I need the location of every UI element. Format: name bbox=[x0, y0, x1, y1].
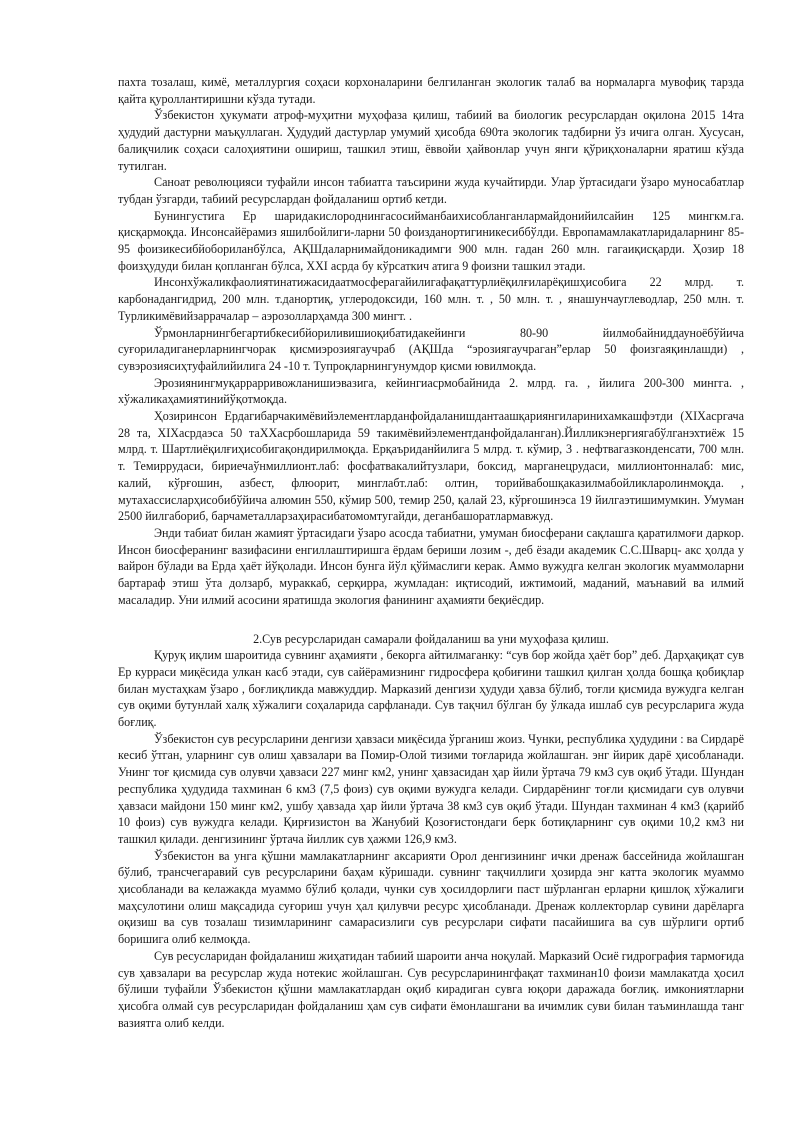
paragraph: Қуруқ иқлим шароитида сувнинг аҳамияти , бекорга айтилмаганку: “сув бор жойда ҳаёт бор” деб. Дарҳақиқат сув Ер курраси миқёсида улкан касб этади, сув сайёрамизнинг гидросфера қобиғини ташкил қилган ҳолда бошқа қобиқлар билан мустаҳкам ўзаро , боғлиқликда мавжуддир. Марказий денгизи ҳудуди ҳавза бўлиб, тоғли қисмида вужудга келган сув оқими бутунлай халқ хўжалиги соҳаларида сарфланади. Сув тақчил бўлган бу ўлкада ишлаб сув ресурсларига жуда боғлиқ. bbox=[118, 648, 744, 730]
paragraph: пахта тозалаш, кимё, металлургия соҳаси корхоналарини белгиланган экологик талаб ва нормаларга мувофиқ тарзда қайта қуроллантиришни кўзда тутади. bbox=[118, 75, 744, 106]
section-heading: 2.Сув ресурсларидан самарали фойдаланиш ва уни муҳофаза қилиш. bbox=[253, 631, 609, 646]
paragraph: Ўзбекистон ва унга қўшни мамлакатларнинг аксарияти Орол денгизининг ички дренаж бассейнида жойлашган бўлиб, трансчегаравий сув ресурсларини баҳам кўришади. сувнинг тақчиллиги ҳозирда энг катта экологик муаммо ҳисобланади ва келажакда муаммо бўлиб қолади, чунки сув ҳосилдорлиги паст шўрланган ерларни қишлоқ хўжалиги маҳсулотини олиш мақсадида суғориш учун ҳал қилувчи ресурс ҳисобланади. Дренаж коллекторлар сувини дарёларга оқизиш ва сув тозалаш тизимларининг самарасизлиги сув ресурслари сифати пасайишига ва сув шўрлиги ортиб боришига олиб келмоқда. bbox=[118, 848, 744, 947]
paragraph: Ўзбекистон сув ресурсларини денгизи ҳавзаси миқёсида ўрганиш жоиз. Чунки, республика ҳудудини : ва Сирдарё кесиб ўтган, уларнинг сув олиш ҳавзалари ва Помир-Олой тизими тоғларида жойлашган. энг йирик дарё ҳисобланади. Унинг тоғ қисмида сув олувчи ҳавзаси 227 минг км2, унинг ҳавзасидан ҳар йили ўртача 79 км3 сув оқиб ўтади. Шундан республика ҳудудида тахминан 6 км3 (7,5 фоиз) сув оқими вужудга келади. Сирдарёнинг тоғли қисмидаги сув олувчи ҳавзаси майдони 150 минг км2, ушбу ҳавзада ҳар йили ўртача 38 км3 сув оқиб ўтади. Шундан тахминан 4 км3 (қарийб 10 фоиз) сув вужудга келади. Қирғизистон ва Жанубий Қозоғистондаги берк ботиқларнинг сув оқими 10,2 км3 ни ташкил қилади. денгизининг ўртача йиллик сув ҳажми 126,9 км3. bbox=[118, 731, 744, 846]
document-page bbox=[118, 74, 744, 1031]
paragraph: Бунингустига Ер шаридакислороднингасосийманбаихисобланганлармайдонийилсайин 125 мингкм.га. қисқармоқда. Инсонсайёрамиз яшилбойлиги-ларни 50 фоизданортигиникесиббўлди. Европамамлакатларидаларнинг 85-95 фоизикесибйобориланбўлса, АҚШдаларнимайдоникадимги 900 млн. гадан 260 млн. гагаиқисқарди. Ҳозир 18 фоизҳудуди билан қопланган бўлса, ХХI асрда бу кўрсаткич атига 9 фоизни ташкил этади. bbox=[118, 208, 744, 273]
paragraph: Энди табиат билан жамият ўртасидаги ўзаро асосда табиатни, умуман биосферани сақлашга қаратилмоғи даркор. Инсон биосферанинг вазифасини енгиллаштиришга ёрдам бериши лозим -, деб ёзади академик С.С.Шварц- акс ҳолда у вайрон бўлади ва Ерда ҳаёт йўқолади. Инсон бунга йўл қўймаслиги керак. Аммо вужудга келган экологик муаммоларни бартараф этиш ўта долзарб, мураккаб, серқирра, жумладан: иқтисодий, ижтимоий, маданий, маънавий ва илмий масаладир. Уни илмий асосини яратишда экология фанининг аҳамияти беқиёсдир. bbox=[118, 525, 744, 607]
paragraph: Инсонхўжаликфаолиятинатижасидаатмосферагайилигафақаттурлиёқилғиларёқишҳисобига 22 млрд. т. карбонадангидрид, 200 млн. т.данортиқ, углеродоксиди, 160 млн. т. , 50 млн. т. , янашунчауглеводлар, 250 млн. т. Турликимёвийзаррачалар – аэрозолларҳамда 300 мингт. . bbox=[118, 275, 744, 323]
paragraph: Эрозиянингмуқаррарривожланишиэвазига, кейингиасрмобайнида 2. млрд. га. , йилига 200-300 мингга. , хўжаликаҳамиятинийўқотмоқда. bbox=[118, 375, 744, 407]
paragraph: Сув ресусларидан фойдаланиш жиҳатидан табиий шароити анча ноқулай. Марказий Осиё гидрография тармоғида сув ҳавзалари ва ресурслар жуда нотекис жойлашган. Сув ресурсларинингфақат тахминан10 фоизи мамлакатда ҳосил бўлиши туфайли Ўзбекистон қўшни мамлакатлардан оқиб кирадиган сувга юқори даражада боғлиқ. имкониятларни ҳисобга олмай сув ресурсларидан фойдаланиш ҳам сув сифати ёмонлашгани ва ичимлик суви билан таъминлашда танг вазиятга олиб келди. bbox=[118, 948, 744, 1030]
paragraph: Ҳозиринсон Ердагибарчакимёвийэлементларданфойдаланишдантаашқариянгиларинихамкашфэтди (ХIХасргача 28 та, ХIХасрдаэса 50 таХХасрбошларида 59 такимёвийэлементданфойдаланган).Йилликэнергиягабўлганэхтиёж 15 млрд. т. Шартлиёқилғиҳисобигақондирилмоқда. Ерқаъриданйилига 5 млрд. т. кўмир, 3 . нефтвагазконденсати, 700 млн. т. Темиррудаси, бириечаўнмиллионт.лаб: фосфатвакалийтузлари, боксид, марганецрудаси, миллионтонналаб: мис, калий, кўрғошин, азбест, флюорит, минглабт.лаб: олтин, торийвабошқаказилмабойликларолинмоқда. , мутахассисларҳисобибўйича алюмин 550, кўмир 500, темир 250, қалай 23, кўрғошинэса 19 йилгаэтишимумкин. Умуман 2500 йилгабориб, барчаметалларзаҳирасибатомомтугайди, деганбашоратлармавжуд. bbox=[118, 409, 744, 524]
paragraph: Саноат революцияси туфайли инсон табиатга таъсирини жуда кучайтирди. Улар ўртасидаги ўзаро муносабатлар тубдан ўзгарди, табиий ресурслардан фойдаланиш ортиб кетди. bbox=[118, 175, 744, 206]
paragraph: Ўзбекистон ҳукумати атроф-муҳитни муҳофаза қилиш, табиий ва биологик ресурслардан оқилона 2015 14та ҳудудий дастурни маъқуллаган. Ҳудудий дастурлар умумий ҳисобда 690та экологик тадбирни ўз ичига олган. Хусусан, балиқчилик соҳаси салоҳиятини ошириш, ташкил этиш, ёввойи ҳайвонлар учун янги қўриқхоналарни яратиш кўзда тутилган. bbox=[118, 108, 744, 173]
paragraph: Ўрмонларнингбегартибкесибйориливишиоқибатидакейинги 80-90 йилмобайниддауноёбўйича суғориладиганерларнингчорак қисмиэрозиягаучраб (АҚШда “эрозиягаучраган”ерлар 50 фоизгаяқинлашди) , сувэрозиясиҳтуфайлийилига 24 -10 т. Тупроқларнингунумдор қисми ювилмоқда. bbox=[118, 325, 744, 373]
